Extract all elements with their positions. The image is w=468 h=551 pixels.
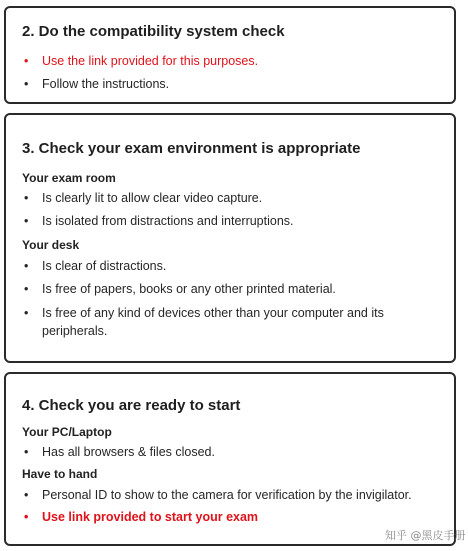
bullet-icon: •	[24, 259, 29, 273]
section-card-ready-to-start	[4, 372, 456, 546]
watermark: 知乎 @黑皮手册	[385, 529, 466, 542]
section-title: 3. Check your exam environment is appropriate	[22, 140, 361, 157]
bullet-list	[20, 258, 430, 340]
list-item-text: Use the link provided for this purposes.	[42, 54, 259, 68]
bullet-icon: •	[24, 445, 29, 459]
bullet-icon: •	[24, 306, 29, 320]
bullet-icon: •	[24, 510, 29, 524]
bullet-icon: •	[24, 54, 29, 68]
bullet-icon: •	[24, 77, 29, 91]
list-item	[20, 304, 430, 340]
list-item-text: Use link provided to start your exam	[42, 510, 259, 524]
list-item-text: Is clearly lit to allow clear video capture.	[42, 191, 263, 205]
subsection-heading: Have to hand	[22, 467, 98, 481]
subsection-heading: Your desk	[22, 238, 80, 252]
list-item	[20, 213, 440, 230]
list-item	[20, 487, 450, 504]
list-item-text: Is clear of distractions.	[42, 259, 167, 273]
list-item	[20, 258, 430, 275]
section-card-system-check	[4, 6, 456, 104]
list-item	[20, 509, 450, 526]
bullet-icon: •	[24, 488, 29, 502]
bullet-icon: •	[24, 191, 29, 205]
section-card-exam-environment	[4, 113, 456, 363]
bullet-list	[20, 190, 440, 230]
subsection-heading: Your PC/Laptop	[22, 425, 112, 439]
list-item	[20, 53, 440, 70]
list-item	[20, 190, 440, 207]
list-item-text: Is isolated from distractions and interruptions.	[42, 214, 294, 228]
bullet-icon: •	[24, 282, 29, 296]
list-item-text: Is free of any kind of devices other than your computer and its peripherals.	[42, 306, 384, 338]
list-item-text: Follow the instructions.	[42, 77, 170, 91]
list-item	[20, 444, 440, 461]
list-item-text: Is free of papers, books or any other printed material.	[42, 282, 336, 296]
subsection-heading: Your exam room	[22, 171, 116, 185]
bullet-icon: •	[24, 214, 29, 228]
bullet-list	[20, 53, 440, 93]
list-item-text: Has all browsers & files closed.	[42, 445, 215, 459]
bullet-list	[20, 444, 440, 461]
list-item	[20, 76, 440, 93]
bullet-list	[20, 487, 450, 526]
section-title: 4. Check you are ready to start	[22, 397, 241, 414]
list-item-text: Personal ID to show to the camera for verification by the invigilator.	[42, 488, 412, 502]
section-title: 2. Do the compatibility system check	[22, 23, 285, 40]
list-item	[20, 281, 430, 298]
